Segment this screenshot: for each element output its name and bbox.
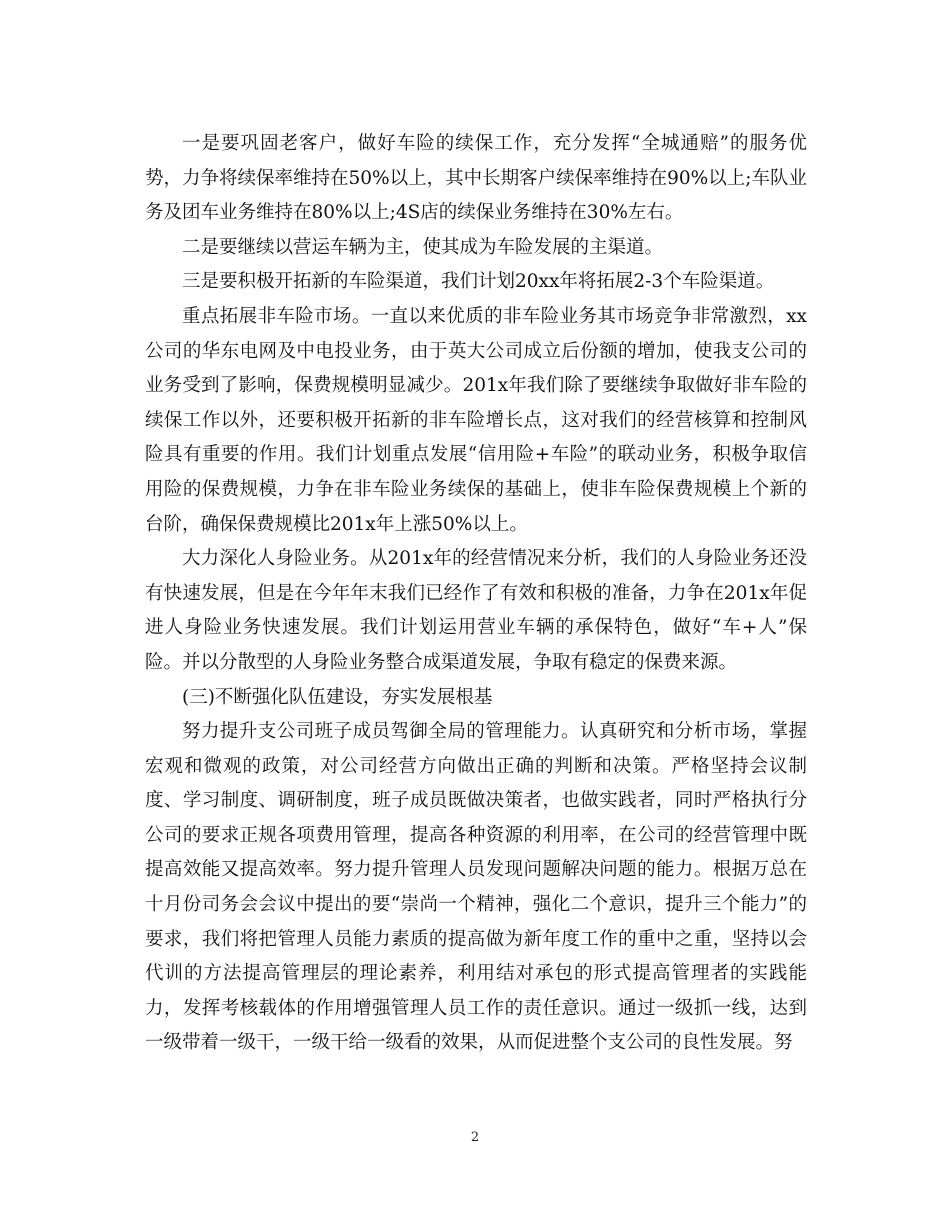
paragraph-renewal-goals: 一是要巩固老客户，做好车险的续保工作，充分发挥“全城通赔”的服务优势，力争将续保率维持在50%以上，其中长期客户续保率维持在90%以上;车队业务及团车业务维持在80%以上;4S店的续保业务维持在30%左右。 (145, 133, 807, 224)
paragraph-operating-vehicles: 二是要继续以营运车辆为主，使其成为车险发展的主渠道。 (182, 236, 664, 258)
paragraph-life-insurance: 大力深化人身险业务。从201x年的经营情况来分析，我们的人身险业务还没有快速发展，但是在今年年末我们已经作了有效和积极的准备，力争在201x年促进人身险业务快速发展。我们计划运用营业车辆的承保特色，做好“车+人”保险。并以分散型的人身险业务整合成渠道发展，争取有稳定的保费来源。 (145, 548, 807, 673)
paragraph-management-capability: 努力提升支公司班子成员驾御全局的管理能力。认真研究和分析市场，掌握宏观和微观的政策，对公司经营方向做出正确的判断和决策。严格坚持会议制度、学习制度、调研制度，班子成员既做决策者，也做实践者，同时严格执行分公司的要求正规各项费用管理，提高各种资源的利用率，在公司的经营管理中既提高效能又提高效率。努力提升管理人员发现问题解决问题的能力。根据万总在十月份司务会会议中提出的要“崇尚一个精神，强化二个意识，提升三个能力”的要求，我们将把管理人员能力素质的提高做为新年度工作的重中之重，坚持以会代训的方法提高管理层的理论素养，利用结对承包的形式提高管理者的实践能力，发挥考核载体的作用增强管理人员工作的责任意识。通过一级抓一线，达到一级带着一级干，一级干给一级看的效果，从而促进整个支公司的良性发展。努 (145, 721, 807, 1054)
paragraph-non-auto-insurance: 重点拓展非车险市场。一直以来优质的非车险业务其市场竞争非常激烈，xx公司的华东电网及中电投业务，由于英大公司成立后份额的增加，使我支公司的业务受到了影响，保费规模明显减少。201x年我们除了要继续争取做好非车险的续保工作以外，还要积极开拓新的非车险增长点，这对我们的经营核算和控制风险具有重要的作用。我们计划重点发展“信用险+车险”的联动业务，积极争取信用险的保费规模，力争在非车险业务续保的基础上，使非车险保费规模上个新的台阶，确保保费规模比201x年上涨50%以上。 (145, 305, 807, 535)
paragraph-new-channels: 三是要积极开拓新的车险渠道，我们计划20xx年将拓展2-3个车险渠道。 (182, 271, 775, 293)
page-number: 2 (470, 1130, 480, 1145)
section-heading-team-building: (三)不断强化队伍建设，夯实发展根基 (182, 686, 493, 708)
body-text (145, 127, 807, 1061)
